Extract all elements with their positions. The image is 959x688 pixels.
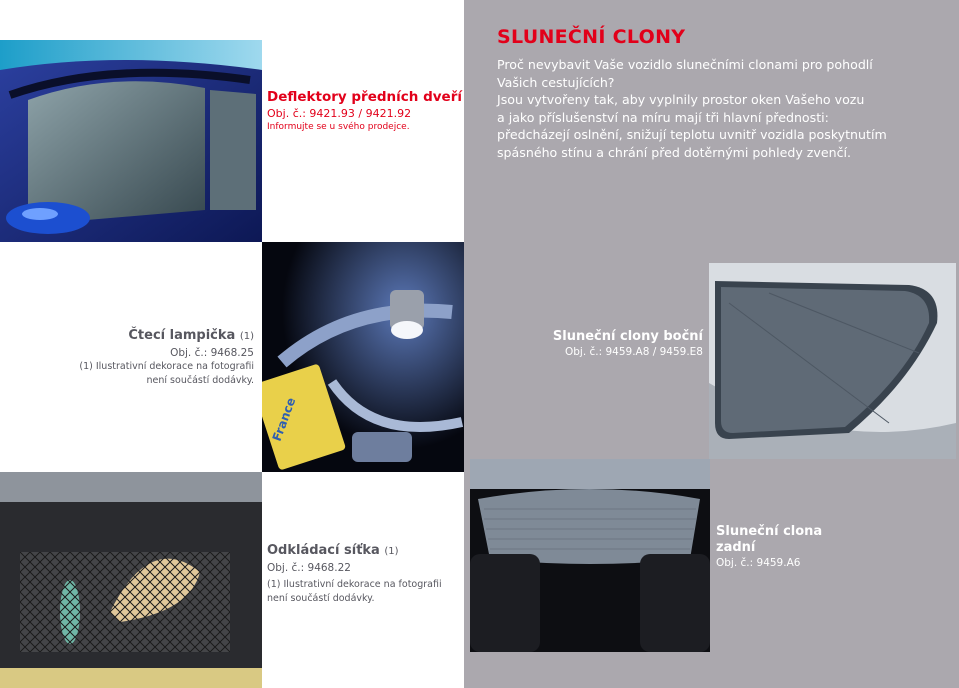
caption-rear-sunshade <box>716 524 916 569</box>
reading-lamp-title <box>60 327 254 345</box>
rear-sunshade-code: Obj. č.: 9459.A6 <box>716 557 801 569</box>
side-sunshades-title: Sluneční clony boční <box>552 329 703 344</box>
caption-storage-net <box>267 542 462 605</box>
deflectors-note: Informujte se u svého prodejce. <box>267 122 410 132</box>
deflectors-code: Obj. č.: 9421.93 / 9421.92 <box>267 107 412 120</box>
intro-text <box>497 56 937 162</box>
caption-side-sunshades <box>500 329 703 358</box>
rear-sunshade-title-line: Sluneční clona <box>716 524 823 539</box>
intro-block <box>497 26 937 162</box>
reading-lamp-note-line: (1) Ilustrativní dekorace na fotografii <box>79 361 254 372</box>
rear-sunshade-title-line: zadní <box>716 540 756 555</box>
photo-side-sunshade <box>709 263 956 459</box>
reading-lamp-note-line: není součástí dodávky. <box>146 375 254 386</box>
reading-lamp-code: Obj. č.: 9468.25 <box>170 347 254 359</box>
intro-line: předcházejí oslnění, snižují teplotu uvnitř vozidla poskytnutím <box>497 127 887 143</box>
reading-lamp-title-text: Čtecí lampička <box>128 328 236 343</box>
intro-line: Proč nevybavit Vaše vozidlo slunečními clonami pro pohodlí <box>497 57 873 72</box>
section-title: SLUNEČNÍ CLONY <box>497 26 686 48</box>
photo-door-deflector <box>0 40 262 242</box>
caption-deflectors <box>267 89 462 132</box>
storage-net-code: Obj. č.: 9468.22 <box>267 562 351 574</box>
photo-rear-sunshade <box>470 459 710 652</box>
intro-line: Vašich cestujících? <box>497 74 615 90</box>
storage-net-note-line: (1) Ilustrativní dekorace na fotografii <box>267 579 442 590</box>
storage-net-title-text: Odkládací síťka <box>267 543 380 558</box>
side-sunshades-code: Obj. č.: 9459.A8 / 9459.E8 <box>564 346 703 358</box>
intro-line: a jako příslušenství na míru mají tři hlavní přednosti: <box>497 109 829 125</box>
intro-line: Jsou vytvořeny tak, aby vyplnily prostor oken Vašeho vozu <box>497 92 865 108</box>
storage-net-note-line: není součástí dodávky. <box>267 593 375 604</box>
photo-package-text: France <box>269 395 299 444</box>
reading-lamp-footnote-mark: (1) <box>239 331 254 342</box>
intro-line: spásného stínu a chrání před dotěrnými pohledy zvenčí. <box>497 144 852 160</box>
photo-storage-net <box>0 472 262 688</box>
deflectors-title: Deflektory předních dveří <box>267 89 462 105</box>
caption-reading-lamp <box>60 327 254 387</box>
storage-net-title <box>267 542 462 560</box>
storage-net-footnote-mark: (1) <box>384 546 399 557</box>
photo-reading-lamp <box>262 242 464 472</box>
